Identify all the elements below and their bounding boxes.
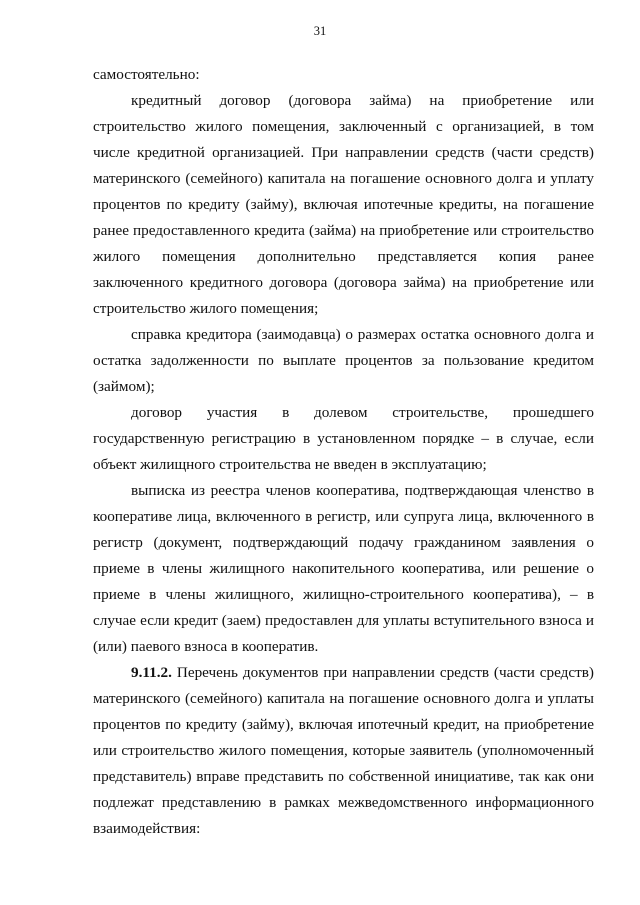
- section-text: Перечень документов при направлении средств (части средств) материнского (семейного) капитала на погашение основного долга и уплаты процентов по кредиту (займу), включая ипотечный кредит, на приобретение или строительство жилого помещения, которые заявитель (уполномоченный представитель) вправе представить по собственной инициативе, так как они подлежат представлению в рамках межведомственного информационного взаимодействия:: [93, 664, 594, 837]
- document-body: [93, 62, 594, 842]
- paragraph-credit-agreement: кредитный договор (договора займа) на приобретение или строительство жилого помещения, заключенный с организацией, в том числе кредитной организацией. При направлении средств (части средств) материнского (семейного) капитала на погашение основного долга и уплату процентов по кредиту (займу), включая ипотечные кредиты, на погашение ранее предоставленного кредита (займа) на приобретение или строительство жилого помещения дополнительно представляется копия ранее заключенного кредитного договора (договора займа) на приобретение или строительство жилого помещения;: [93, 92, 594, 317]
- paragraph-continuation: самостоятельно:: [93, 66, 200, 83]
- section-9-11-2: [93, 660, 594, 842]
- paragraph-shared-construction: договор участия в долевом строительстве, прошедшего государственную регистрацию в установленном порядке – в случае, если объект жилищного строительства не введен в эксплуатацию;: [93, 404, 594, 473]
- paragraph-creditor-certificate: справка кредитора (заимодавца) о размерах остатка основного долга и остатка задолженности по выплате процентов за пользование кредитом (займом);: [93, 326, 594, 395]
- page-number: 31: [313, 24, 327, 38]
- section-number: 9.11.2.: [131, 664, 172, 681]
- paragraph-cooperative-extract: выписка из реестра членов кооператива, подтверждающая членство в кооперативе лица, включенного в регистр, или супруга лица, включенного в регистр (документ, подтверждающий подачу гражданином заявления о приеме в члены жилищного накопительного кооператива, или решение о приеме в члены жилищного, жилищно-строительного кооператива), – в случае если кредит (заем) предоставлен для уплаты вступительного взноса и (или) паевого взноса в кооператив.: [93, 482, 594, 655]
